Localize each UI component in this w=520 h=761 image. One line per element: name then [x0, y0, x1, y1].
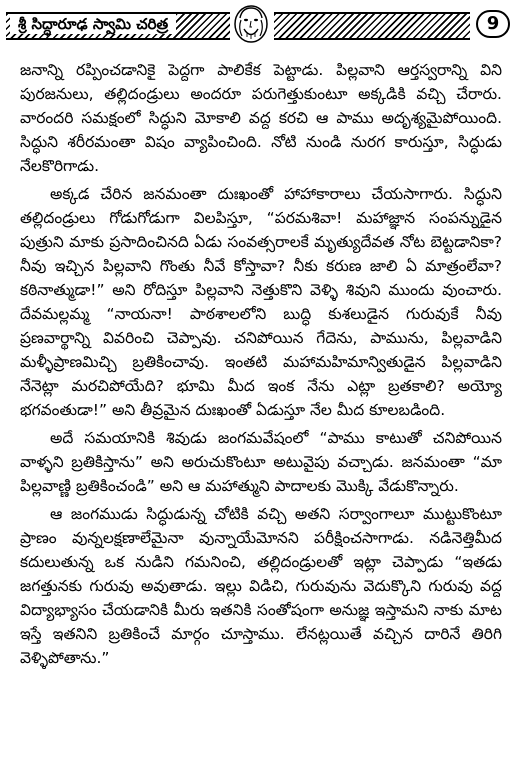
paragraph: జనాన్ని రప్పించడానికై పెద్దగా పాలికేక పెట్టాడు. పిల్లవాని ఆర్తస్వరాన్ని విని పురజనులు, తల్లిదండ్రులు అందరూ పరుగెత్తుకుంటూ అక్కడికి వచ్చి చేరారు. వారందరి సమక్షంలో సిద్ధుని మోకాలి వద్ద కరచి ఆ పాము అదృశ్యమైపోయింది. సిద్ధుని శరీరమంతా విషం వ్యాపించింది. నోటి నుండి నురగ కారుస్తూ, సిద్ధుడు నేలకొరిగాడు. [20, 61, 502, 175]
body-text [20, 58, 502, 674]
page-number: 9 [476, 10, 510, 38]
page-header [6, 4, 512, 48]
paragraph: ఆ జంగముడు సిద్ధుడున్న చోటికి వచ్చి అతని సర్వాంగాలూ ముట్టుకొంటూ ప్రాణం వున్నలక్షణాలేమైనా వున్నాయేమోనని పరీక్షించసాగాడు. నడినెత్తిమీద కదులుతున్న ఒక నుడిని గమనించి, తల్లిదండ్రులతో ఇట్లా చెప్పాడు “ఇతడు జగత్తునకు గురువు అవుతాడు. ఇల్లు విడిచి, గురువును వెదుక్కొని గురువు వద్ద విద్యాభ్యాసం చేయడానికి మీరు ఇతనికి సంతోషంగా అనుజ్ఞ ఇస్తామని నాకు మాట ఇస్తే ఇతనిని బ్రతికించే మార్గం చూస్తాము. లేనట్లయితే వచ్చిన దారినే తిరిగి వెళ్ళిపోతాను.” [20, 505, 502, 667]
saint-portrait-icon [232, 4, 270, 44]
running-title: శ్రీ సిద్ధారూఢ స్వామి చరిత్ర [10, 14, 176, 34]
paragraph: అక్కడ చేరిన జనమంతా దుఃఖంతో హాహాకారాలు చేయసాగారు. సిద్ధుని తల్లిదండ్రులు గోడుగోడుగా విలపిస్తూ, “పరమశివా! మహాజ్ఞాన సంపన్నుడైన పుత్రుని మాకు ప్రసాదించినది ఏడు సంవత్సరాలకే మృత్యుదేవత నోట బెట్టడానికా? నీవు ఇచ్చిన పిల్లవాని గొంతు నీవే కోస్తావా? నీకు కరుణ జాలి ఏ మాత్రంలేవా? కఠినాత్ముడా!” అని రోదిస్తూ పిల్లవాని నెత్తుకొని వెళ్ళి శివుని ముందు వుంచారు. దేవమల్లమ్మ “నాయనా! పాఠశాలలోని బుద్ధి కుశలుడైన గురువుకే నీవు ప్రణవార్థాన్ని వివరించి చెప్పావు. చనిపోయిన గేదెను, పామును, పిల్లవాడిని మళ్ళీప్రాణమిచ్చి బ్రతికించావు. ఇంతటి మహామహిమాన్వితుడైన పిల్లవాడిని నేనెట్లా మరచిపోయేది? భూమి మీద ఇంక నేను ఎట్లా బ్రతకాలి? అయ్యో భగవంతుడా!” అని తీవ్రమైన దుఃఖంతో ఏడుస్తూ నేల మీద కూలబడింది. [20, 185, 502, 419]
paragraph: అదే సమయానికి శివుడు జంగమవేషంలో “పాము కాటుతో చనిపోయిన వాళ్ళని బ్రతికిస్తాను” అని అరుచుకొంటూ అటువైపు వచ్చాడు. జనమంతా “మా పిల్లవాణ్ణి బ్రతికించండి” అని ఆ మహాత్ముని పాదాలకు మొక్కి వేడుకొన్నారు. [20, 429, 502, 495]
header-hatch-right [274, 12, 470, 40]
